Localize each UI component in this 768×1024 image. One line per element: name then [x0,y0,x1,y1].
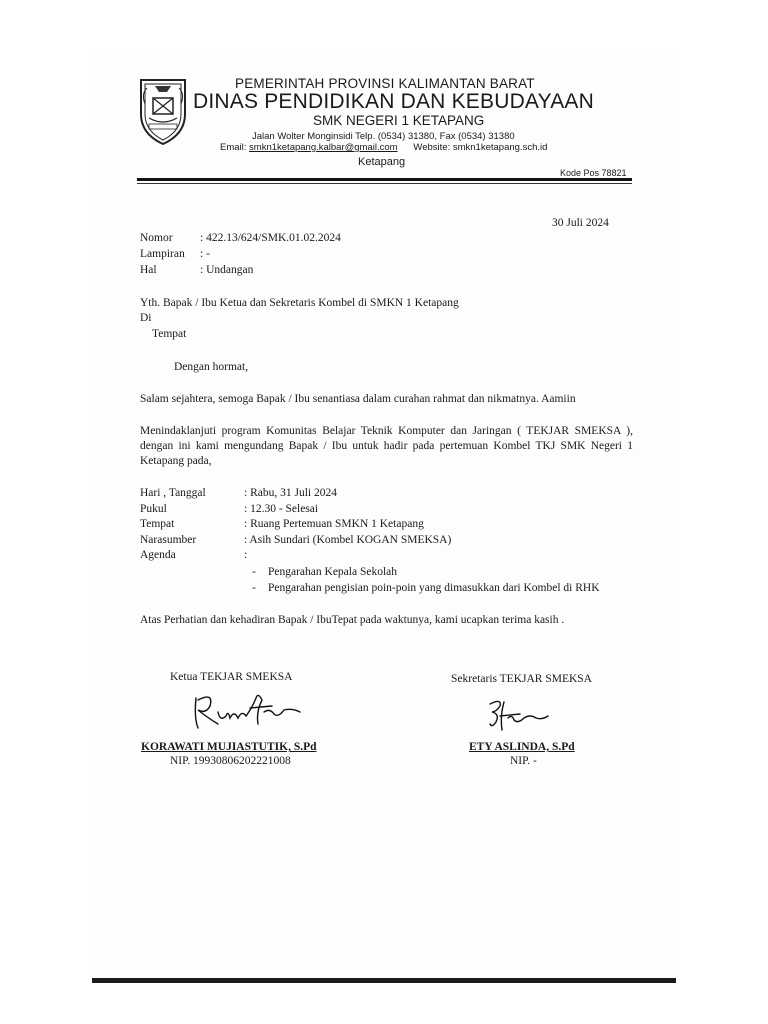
recipient-place: Tempat [152,328,187,340]
signer-nip-left: NIP. 19930806202221008 [170,755,291,767]
city-name: Ketapang [358,156,406,168]
agency-name: DINAS PENDIDIKAN DAN KEBUDAYAAN [193,90,595,113]
letterhead-divider [137,178,632,181]
meta-value-lampiran: : - [200,248,210,260]
contact-row [220,142,547,153]
school-address: Jalan Wolter Monginsidi Telp. (0534) 31380, Fax (0534) 31380 [252,131,515,142]
signature-left-image [192,688,304,736]
closing-paragraph: Atas Perhatian dan kehadiran Bapak / IbuTepat pada waktunya, kami ucapkan terima kasih . [140,614,565,626]
recipient-line: Yth. Bapak / Ibu Ketua dan Sekretaris Kombel di SMKN 1 Ketapang [140,297,459,309]
meta-value-hal: : Undangan [200,264,254,276]
meta-label-hal: Hal [140,264,157,276]
recipient-di: Di [140,312,152,324]
meta-label-nomor: Nomor [140,232,173,244]
event-value-agenda: : [244,549,248,561]
signer-name-left: KORAWATI MUJIASTUTIK, S.Pd [141,741,317,753]
signature-title-left: Ketua TEKJAR SMEKSA [170,671,293,683]
opening-paragraph: Salam sejahtera, semoga Bapak / Ibu senantiasa dalam curahan rahmat dan nikmatnya. Aamiin [140,393,576,405]
signer-name-right: ETY ASLINDA, S.Pd [469,741,575,753]
letterhead-divider-thin [137,183,632,184]
agenda-bullet: - [252,582,256,594]
event-value-date: : Rabu, 31 Juli 2024 [244,487,337,499]
postal-code: Kode Pos 78821 [560,168,627,178]
greeting: Dengan hormat, [174,361,249,373]
agenda-bullet: - [252,566,256,578]
intro-line: Ketapang pada, [140,455,212,467]
provincial-emblem-icon [135,74,191,146]
letter-date: 30 Juli 2024 [552,217,609,229]
government-name: PEMERINTAH PROVINSI KALIMANTAN BARAT [235,76,535,91]
intro-paragraph [140,424,633,469]
page-bottom-edge [92,978,676,983]
event-label-place: Tempat [140,518,175,530]
event-label-time: Pukul [140,503,167,515]
email-link[interactable]: smkn1ketapang.kalbar@gmail.com [249,142,398,153]
event-label-speaker: Narasumber [140,534,197,546]
agenda-item: Pengarahan Kepala Sekolah [268,566,398,578]
letter-page [95,48,680,983]
event-value-speaker: : Asih Sundari (Kombel KOGAN SMEKSA) [244,534,452,546]
school-name: SMK NEGERI 1 KETAPANG [313,113,485,128]
meta-value-nomor: : 422.13/624/SMK.01.02.2024 [200,232,341,244]
event-value-time: : 12.30 - Selesai [244,503,319,515]
intro-line: Menindaklanjuti program Komunitas Belajar Teknik Komputer dan Jaringan ( TEKJAR SMEKSA ), [140,425,633,437]
website-link[interactable]: smkn1ketapang.sch.id [452,142,548,153]
event-label-agenda: Agenda [140,549,176,561]
event-value-place: : Ruang Pertemuan SMKN 1 Ketapang [244,518,424,530]
signer-nip-right: NIP. - [510,755,537,767]
event-label-date: Hari , Tanggal [140,487,206,499]
signature-right-image [486,696,550,736]
agenda-item: Pengarahan pengisian poin-poin yang dimasukkan dari Kombel di RHK [268,582,600,594]
email-label: Email: [220,142,247,153]
website-label: Website: [413,142,451,153]
meta-label-lampiran: Lampiran [140,248,185,260]
signature-title-right: Sekretaris TEKJAR SMEKSA [451,673,592,685]
intro-line: dengan ini kami mengundang Bapak / Ibu untuk hadir pada pertemuan Kombel TKJ SMK Negeri 1 [140,440,633,452]
